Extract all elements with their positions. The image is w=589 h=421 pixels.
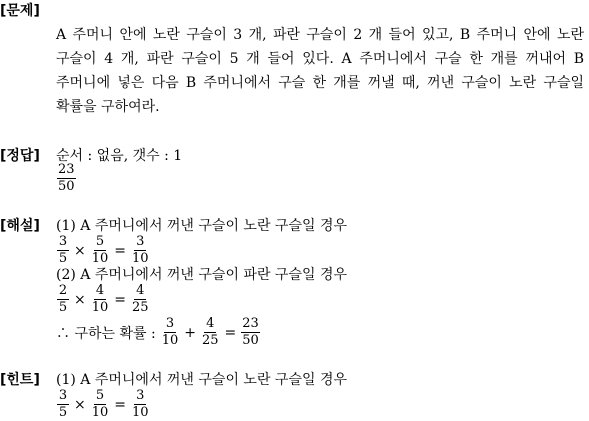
numerator: 3 — [58, 388, 68, 403]
hint-case1-text: (1) A 주머니에서 꺼낸 구슬이 노란 구슬일 경우 — [56, 372, 347, 388]
numerator: 5 — [95, 388, 105, 403]
hint-label: [힌트] — [0, 372, 40, 388]
explanation-label: [해설] — [0, 218, 40, 234]
denominator: 5 — [58, 300, 68, 315]
hint-case1-equation — [56, 389, 151, 420]
denominator: 50 — [242, 333, 259, 348]
denominator: 50 — [58, 179, 75, 194]
denominator: 5 — [58, 405, 68, 420]
equals-operator: = — [114, 242, 127, 259]
fraction — [241, 317, 260, 348]
times-operator: × — [74, 396, 86, 413]
fraction — [57, 389, 69, 420]
fraction — [131, 235, 150, 266]
numerator: 3 — [136, 234, 145, 249]
problem-line-2: 구슬이 4 개, 파란 구슬이 5 개 들어 있다. A 주머니에서 구슬 한 개를 꺼내어 B — [56, 51, 584, 67]
times-operator: × — [74, 242, 86, 259]
numerator: 3 — [165, 316, 175, 331]
fraction — [201, 317, 220, 348]
fraction — [131, 389, 150, 420]
explanation-case2-text: (2) A 주머니에서 꺼낸 구슬이 파란 구슬일 경우 — [56, 267, 347, 283]
plus-operator: + — [184, 324, 196, 341]
explanation-case1-text: (1) A 주머니에서 꺼낸 구슬이 노란 구슬일 경우 — [56, 218, 347, 234]
problem-label: [문제] — [0, 3, 40, 19]
fraction — [57, 235, 69, 266]
fraction — [91, 235, 110, 266]
explanation-case1-equation — [56, 235, 151, 266]
answer-label: [정답] — [0, 148, 40, 164]
equals-operator: = — [114, 291, 127, 308]
denominator: 25 — [132, 300, 149, 315]
equals-operator: = — [224, 324, 237, 341]
fraction — [131, 284, 150, 315]
fraction — [57, 163, 76, 194]
fraction — [91, 389, 110, 420]
numerator: 5 — [95, 234, 105, 249]
numerator: 4 — [95, 283, 105, 298]
denominator: 10 — [161, 333, 179, 348]
problem-line-1: A 주머니 안에 노란 구슬이 3 개, 파란 구슬이 2 개 들어 있고, B 주머니 안에 노란 — [56, 27, 584, 43]
numerator: 4 — [136, 283, 145, 298]
numerator: 23 — [242, 316, 259, 331]
equals-operator: = — [114, 396, 127, 413]
explanation-conclusion — [56, 317, 261, 348]
answer-meta: 순서 : 없음, 갯수 : 1 — [56, 148, 183, 164]
numerator: 3 — [136, 388, 145, 403]
denominator: 10 — [132, 405, 149, 420]
numerator: 2 — [58, 283, 68, 298]
numerator: 4 — [206, 316, 215, 331]
denominator: 10 — [91, 405, 109, 420]
conclusion-lead: ∴ 구하는 확률 : — [56, 325, 156, 342]
fraction — [57, 284, 69, 315]
denominator: 5 — [58, 251, 68, 266]
fraction — [161, 317, 180, 348]
explanation-case2-equation — [56, 284, 151, 315]
denominator: 25 — [201, 333, 219, 348]
denominator: 10 — [132, 251, 149, 266]
times-operator: × — [74, 291, 86, 308]
fraction — [91, 284, 110, 315]
denominator: 10 — [91, 300, 109, 315]
answer-fraction — [56, 163, 77, 194]
numerator: 3 — [58, 234, 68, 249]
denominator: 10 — [91, 251, 109, 266]
problem-line-4: 확률을 구하여라. — [56, 99, 160, 115]
numerator: 23 — [58, 162, 75, 177]
problem-line-3: 주머니에 넣은 다음 B 주머니에서 구슬 한 개를 꺼낼 때, 꺼낸 구슬이 노란 구슬일 — [56, 75, 584, 91]
